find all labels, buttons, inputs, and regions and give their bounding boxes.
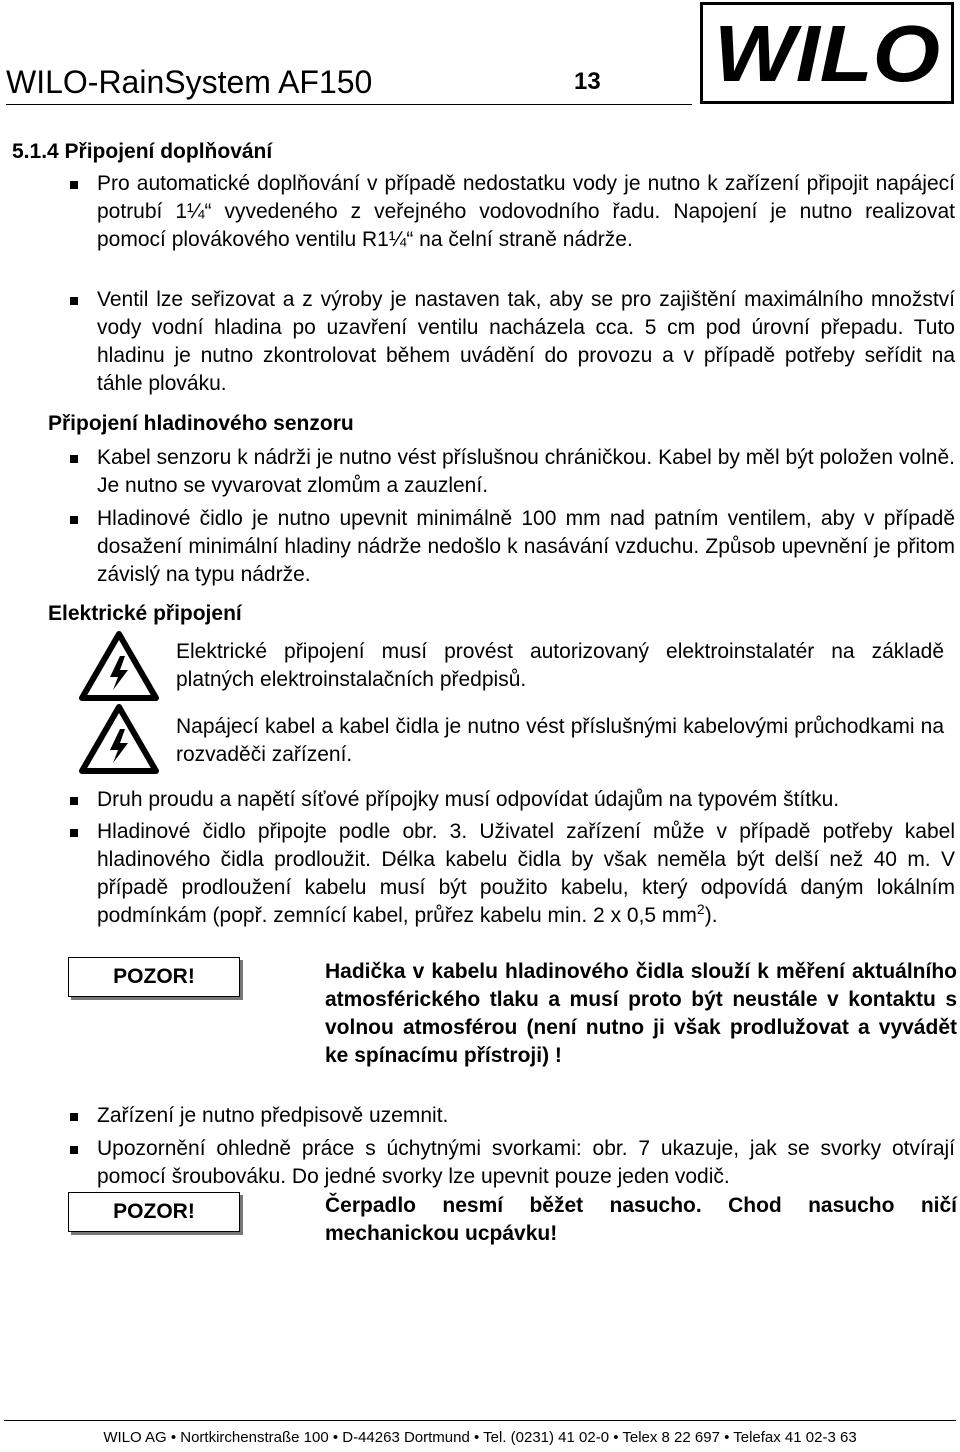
caution-text-2: Čerpadlo nesmí běžet nasucho. Chod nasucho ničí mechanickou ucpávku! (325, 1194, 957, 1245)
electrical-hazard-icon (78, 703, 160, 775)
refill-bullet-1: Pro automatické doplňování v případě nedostatku vody je nutno k zařízení připojit napájecí potrubí 1¼“ vyvedeného z veřejného vodovodního řadu. Napojení je nutno realizovat pomocí plovákového ventilu R1¼“ na čelní straně nádrže. (97, 172, 955, 251)
electrical-bullet-2 (97, 818, 955, 930)
refill-bullet-2: Ventil lze seřizovat a z výroby je nastaven tak, aby se pro zajištění maximálního množství vody vodní hladina po uzavření ventilu nacházela cca. 5 cm pod úrovní přepadu. Tuto hladinu je nutno zkontrolovat během uvádění do provozu a v případě potřeby seřídit na táhle plováku. (97, 288, 955, 395)
bullet-marker (70, 829, 78, 837)
electrical-warning-1: Elektrické připojení musí provést autorizovaný elektroinstalatér na základě platných elektroinstalačních předpisů. (176, 640, 944, 691)
caution-box: POZOR! (68, 957, 240, 997)
header-rule (6, 104, 692, 105)
electrical-warning-2: Napájecí kabel a kabel čidla je nutno vést příslušnými kabelovými průchodkami na rozvaděči zařízení. (176, 715, 944, 766)
caution-box: POZOR! (68, 1192, 240, 1232)
electrical-hazard-icon (78, 630, 160, 702)
document-title: WILO-RainSystem AF150 (6, 64, 373, 100)
electrical-bullet-3: Zařízení je nutno předpisově uzemnit. (97, 1104, 449, 1127)
bullet-marker (70, 516, 78, 524)
electrical-bullet-2-end: ). (704, 904, 718, 927)
footer-rule (4, 1420, 956, 1421)
electrical-section-heading: Elektrické připojení (48, 602, 242, 625)
wilo-logo-wordmark (707, 9, 947, 97)
caution-text-1: Hadička v kabelu hladinového čidla slouží k měření aktuálního atmosférického tlaku a musí proto být neustále v kontaktu s volnou atmosférou (není nutno ji však prodlužovat a vyvádět ke spínacímu přístroji) ! (325, 960, 957, 1067)
bullet-marker (70, 797, 78, 805)
wilo-logo-text: WILO (714, 9, 940, 97)
footer-address: WILO AG • Nortkirchenstraße 100 • D-44263 Dortmund • Tel. (0231) 41 02-0 • Telex 8 22 697 • Telefax 41 02-3 63 (103, 1429, 857, 1446)
sensor-section-heading: Připojení hladinového senzoru (48, 412, 354, 435)
bullet-marker (70, 297, 78, 305)
sensor-bullet-1: Kabel senzoru k nádrži je nutno vést příslušnou chráničkou. Kabel by měl být položen volně. Je nutno se vyvarovat zlomům a zauzlení. (97, 446, 955, 497)
bullet-marker (70, 1146, 78, 1154)
page-number: 13 (574, 68, 601, 95)
section-heading-514: 5.1.4 Připojení doplňování (12, 140, 273, 163)
electrical-bullet-4: Upozornění ohledně práce s úchytnými svorkami: obr. 7 ukazuje, jak se svorky otvírají pomocí šroubováku. Do jedné svorky lze upevnit pouze jeden vodič. (97, 1137, 955, 1188)
bullet-marker (70, 1113, 78, 1121)
electrical-bullet-2-main: Hladinové čidlo připojte podle obr. 3. Uživatel zařízení může v případě potřeby kabel hladinového čidla prodloužit. Délka kabelu čidla by však neměla být delší než 40 m. V případě prodloužení kabelu musí být použito kabelu, který odpovídá daným lokálním podmínkám (popř. zemnící kabel, průřez kabelu min. 2 x 0,5 mm (97, 820, 955, 927)
bullet-marker (70, 455, 78, 463)
bullet-marker (70, 181, 78, 189)
wilo-logo (700, 2, 954, 104)
sensor-bullet-2: Hladinové čidlo je nutno upevnit minimálně 100 mm nad patním ventilem, aby v případě dosažení minimální hladiny nádrže nedošlo k nasávání vzduchu. Způsob upevnění je přitom závislý na typu nádrže. (97, 507, 955, 586)
electrical-bullet-1: Druh proudu a napětí síťové přípojky musí odpovídat údajům na typovém štítku. (97, 788, 840, 811)
superscript-2: 2 (696, 901, 705, 917)
